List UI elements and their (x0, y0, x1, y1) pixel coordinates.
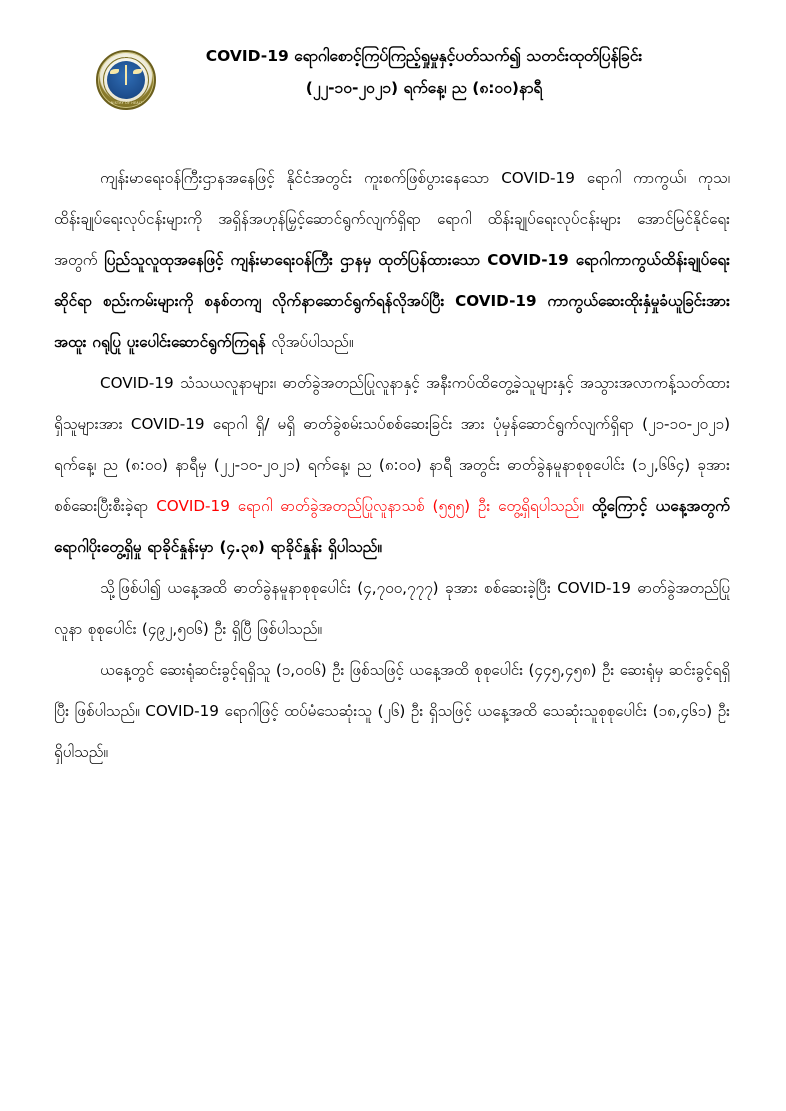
paragraph-2-run-2-highlight: COVID-19 ရောဂါ ဓာတ်ခွဲအတည်ပြုလူနာသစ် (၅၅၅) ဦး တွေ့ရှိရပါသည်။ (156, 497, 592, 515)
paragraph-1-run-2: ပြည်သူလူထုအနေဖြင့် ကျန်းမာရေးဝန်ကြီး ဌာနမှ ထုတ်ပြန်ထားသော COVID-19 ရောဂါကာကွယ်ထိန်းချုပ်ရေးဆိုင်ရာ စည်းကမ်းများကို စနစ်တကျ လိုက်နာဆောင်ရွက်ရန်လိုအပ်ပြီး COVID-19 ကာကွယ်ဆေးထိုးနှံမှုခံယူခြင်းအား အထူး ဂရုပြု ပူးပေါင်းဆောင်ရွက်ကြရန် (54, 251, 730, 351)
paragraph-3-run-1: သို့ဖြစ်ပါ၍ ယနေ့အထိ ဓာတ်ခွဲနမူနာစုစုပေါင်း (၄,၇၀၀,၇၇၇) ခုအား စစ်ဆေးခဲ့ပြီး COVID-19 ဓာတ်ခွဲအတည်ပြုလူနာ စုစုပေါင်း (၄၉၂,၅၀၆) ဦး ရှိပြီ ဖြစ်ပါသည်။ (54, 579, 730, 638)
paragraph-2-run-1: COVID-19 သံသယလူနာများ၊ ဓာတ်ခွဲအတည်ပြုလူနာနှင့် အနီးကပ်ထိတွေ့ခဲ့သူများနှင့် အသွားအလာကန့်သတ်ထားရှိသူများအား COVID-19 ရောဂါ ရှိ/ မရှိ ဓာတ်ခွဲစမ်းသပ်စစ်ဆေးခြင်း အား ပုံမှန်ဆောင်ရွက်လျက်ရှိရာ (၂၁-၁၀-၂၀၂၁) ရက်နေ့၊ ည (၈:၀၀) နာရီမှ (၂၂-၁၀-၂၀၂၁) ရက်နေ့၊ ည (၈:၀၀) နာရီ အတွင်း ဓာတ်ခွဲနမူနာစုစုပေါင်း (၁၂,၆၆၄) ခုအား စစ်ဆေးပြီးစီးခဲ့ရာ (54, 374, 730, 515)
seal-rod-icon (125, 65, 127, 85)
seal-text-bottom: MINISTRY OF HEALTH (106, 101, 146, 105)
seal-text-top: ပြည်ထောင်စုသမ္မတမြန်မာနိုင်ငံတော် (107, 54, 145, 58)
paragraph-3 (54, 568, 730, 650)
paragraph-4 (54, 650, 730, 773)
paragraph-1-run-1: ကျန်းမာရေးဝန်ကြီးဌာနအနေဖြင့် နိုင်ငံအတွင်း ကူးစက်ဖြစ်ပွားနေသော COVID-19 ရောဂါ ကာကွယ်၊ ကုသ၊ ထိန်းချုပ်ရေးလုပ်ငန်းများကို အရှိန်အဟုန်မြှင့်ဆောင်ရွက်လျက်ရှိရာ ရောဂါ ထိန်းချုပ်ရေးလုပ်ငန်းများ အောင်မြင်နိုင်ရေးအတွက် (54, 169, 730, 269)
paragraph-2 (54, 363, 730, 568)
ministry-of-health-seal-icon (96, 50, 156, 110)
paragraph-2-run-3: ထို့ကြောင့် ယနေ့အတွက် ရောဂါပိုးတွေ့ရှိမှု ရာခိုင်နှုန်းမှာ (၄.၃၈) ရာခိုင်နှုန်း ရှိပါသည်။ (54, 497, 730, 556)
document-body (46, 158, 740, 773)
document-datetime: (၂၂-၁၀-၂၀၂၁) ရက်နေ့၊ ည (၈:၀၀)နာရီ (305, 79, 543, 97)
paragraph-1 (54, 158, 730, 363)
document-title: COVID-19 ရောဂါစောင့်ကြပ်ကြည့်ရှုမှုနှင့်ပတ်သက်၍ သတင်းထုတ်ပြန်ခြင်း (205, 47, 643, 65)
document-header (46, 40, 740, 132)
paragraph-1-run-3: လိုအပ်ပါသည်။ (271, 333, 354, 351)
paragraph-4-run-1: ယနေ့တွင် ဆေးရုံဆင်းခွင့်ရရှိသူ (၁,၀၀၆) ဦး ဖြစ်သဖြင့် ယနေ့အထိ စုစုပေါင်း (၄၄၅,၄၅၈) ဦး ဆေးရုံမှ ဆင်းခွင့်ရရှိပြီး ဖြစ်ပါသည်။ COVID-19 ရောဂါဖြင့် ထပ်မံသေဆုံးသူ (၂၆) ဦး ရှိသဖြင့် ယနေ့အထိ သေဆုံးသူစုစုပေါင်း (၁၈,၄၆၁) ဦး ရှိပါသည်။ (54, 661, 730, 761)
